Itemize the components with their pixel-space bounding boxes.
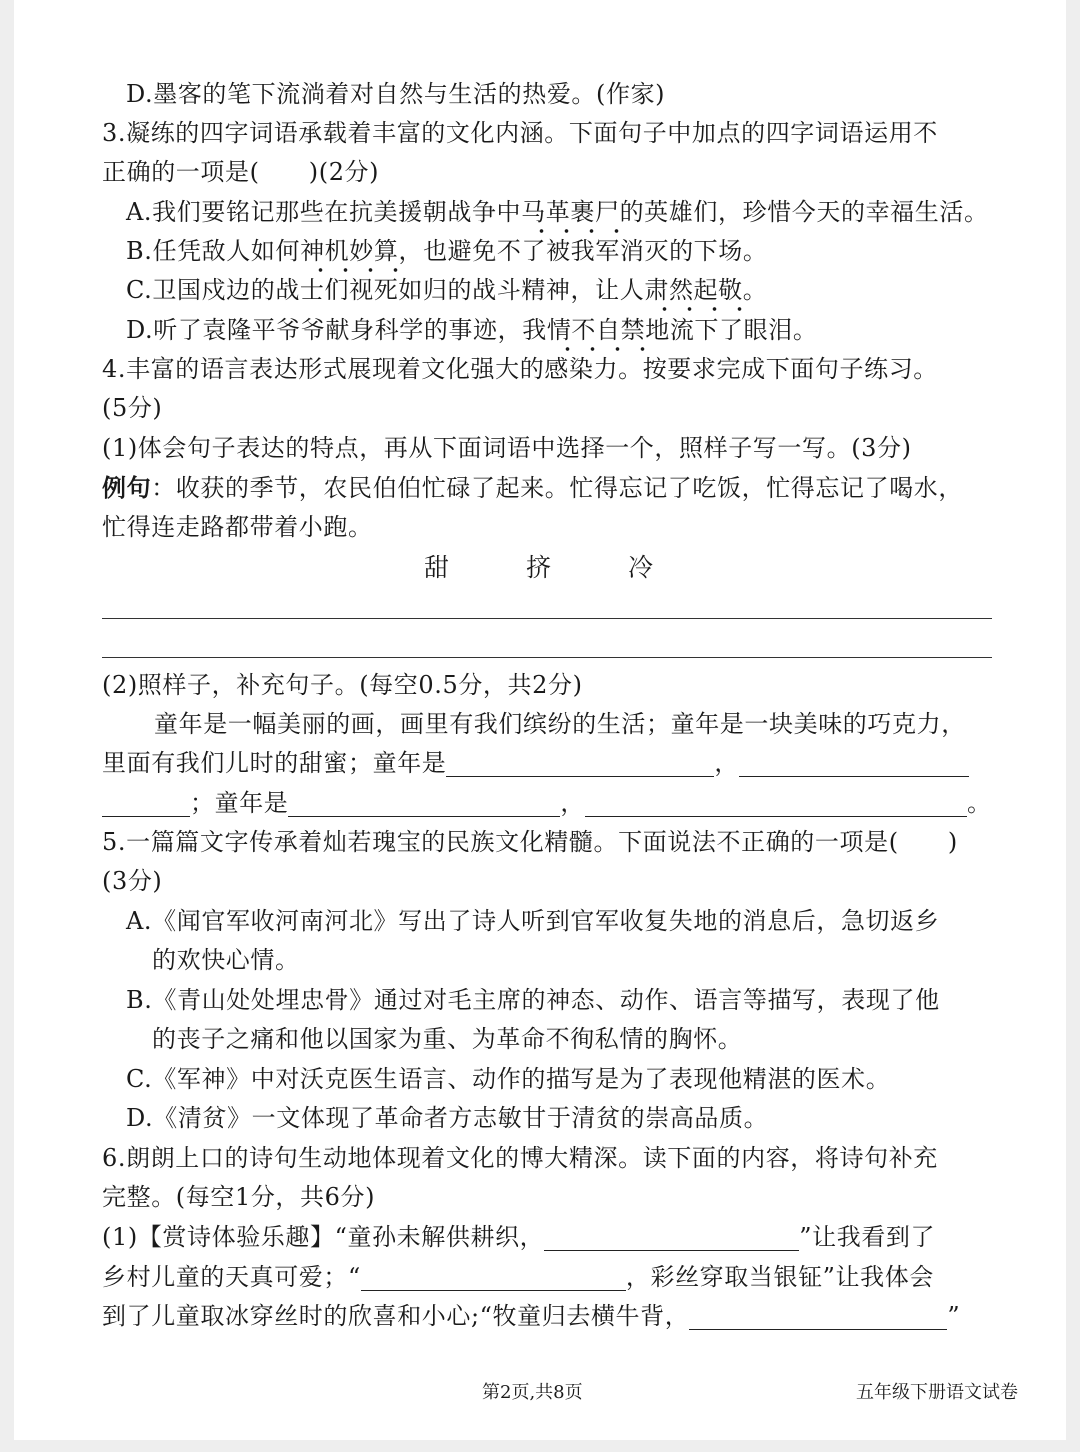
poem-blank[interactable] — [361, 1264, 626, 1291]
q6-line-1: (1)【赏诗体验乐趣】“童孙未解供耕织， ”让我看到了 — [102, 1223, 936, 1251]
q3-option-d: D.听了袁隆平爷爷献身科学的事迹，我情不自禁地流下了眼泪。 — [126, 313, 817, 347]
page-number: 第2页,共8页 — [482, 1382, 583, 1403]
fill-blank[interactable] — [739, 750, 969, 777]
q6-stem-cont: 完整。(每空1分，共6分) — [102, 1183, 376, 1211]
dotted-word-d: 情不自禁 — [547, 313, 645, 347]
example-sentence: 例句：收获的季节，农民伯伯忙碌了起来。忙得忘记了吃饭，忙得忘记了喝水， — [102, 474, 964, 502]
q4-score: (5分) — [102, 394, 163, 422]
q5-option-b-cont: 的丧子之痛和他以国家为重、为革命不徇私情的胸怀。 — [152, 1025, 743, 1053]
q3-option-a: A.我们要铭记那些在抗美援朝战争中马革裹尸的英雄们，珍惜今天的幸福生活。 — [126, 195, 989, 229]
word-choice-2: 挤 — [526, 553, 552, 582]
q5-score: (3分) — [102, 867, 163, 895]
q6-line-2: 乡村儿童的天真可爱；“ ，彩丝穿取当银钲”让我体会 — [102, 1263, 934, 1291]
example-label: 例句 — [102, 474, 152, 502]
q3-option-c: C.卫国戍边的战士们视死如归的战斗精神，让人肃然起敬。 — [126, 273, 767, 307]
q5-stem: 5.一篇篇文字传承着灿若瑰宝的民族文化精髓。下面说法不正确的一项是( ) — [102, 828, 958, 856]
q3-stem: 3.凝练的四字词语承载着丰富的文化内涵。下面句子中加点的四字词语运用不 — [102, 119, 938, 147]
answer-line-1[interactable] — [102, 618, 992, 619]
exam-page — [14, 0, 1066, 1440]
q3-stem-cont: 正确的一项是( )(2分) — [102, 158, 380, 186]
q2-option-d: D.墨客的笔下流淌着对自然与生活的热爱。(作家) — [126, 80, 666, 108]
dotted-word-c: 肃然起敬 — [644, 273, 742, 307]
q4-part1: (1)体会句子表达的特点，再从下面词语中选择一个，照样子写一写。(3分) — [102, 434, 912, 462]
fill-blank[interactable] — [446, 750, 714, 777]
q6-line-3: 到了儿童取冰穿丝时的欣喜和小心;“牧童归去横牛背， ” — [102, 1302, 961, 1330]
q5-option-b: B.《青山处处埋忠骨》通过对毛主席的神态、动作、语言等描写，表现了他 — [126, 986, 940, 1014]
example-sentence-cont: 忙得连走路都带着小跑。 — [102, 513, 373, 541]
q4-part2-fill-1: 里面有我们儿时的甜蜜；童年是 ， — [102, 746, 969, 780]
q4-part2: (2)照样子，补充句子。(每空0.5分，共2分) — [102, 671, 583, 699]
poem-blank[interactable] — [689, 1303, 947, 1330]
answer-line-2[interactable] — [102, 657, 992, 658]
q4-part2-fill-2: ；童年是 ， 。 — [102, 786, 992, 820]
fill-blank[interactable] — [585, 790, 967, 817]
dotted-word-b: 神机妙算 — [300, 234, 398, 268]
q3-option-b: B.任凭敌人如何神机妙算，也避免不了被我军消灭的下场。 — [126, 234, 767, 268]
q5-option-c: C.《军神》中对沃克医生语言、动作的描写是为了表现他精湛的医术。 — [126, 1065, 891, 1093]
word-choice-1: 甜 — [424, 553, 450, 582]
q5-option-a: A.《闻官军收河南河北》写出了诗人听到官军收复失地的消息后，急切返乡 — [126, 907, 940, 935]
poem-blank[interactable] — [544, 1224, 799, 1251]
q5-option-d: D.《清贫》一文体现了革命者方志敏甘于清贫的崇高品质。 — [126, 1104, 769, 1132]
exam-title: 五年级下册语文试卷 — [856, 1382, 1018, 1403]
q4-part2-sample: 童年是一幅美丽的画，画里有我们缤纷的生活；童年是一块美味的巧克力， — [154, 710, 966, 738]
q5-option-a-cont: 的欢快心情。 — [152, 946, 300, 974]
q4-stem: 4.丰富的语言表达形式展现着文化强大的感染力。按要求完成下面句子练习。 — [102, 355, 938, 383]
dotted-word-a: 马革裹尸 — [521, 195, 619, 229]
fill-blank[interactable] — [102, 790, 190, 817]
q6-stem: 6.朗朗上口的诗句生动地体现着文化的博大精深。读下面的内容，将诗句补充 — [102, 1144, 938, 1172]
fill-blank[interactable] — [288, 790, 560, 817]
word-choice-3: 冷 — [628, 553, 654, 582]
